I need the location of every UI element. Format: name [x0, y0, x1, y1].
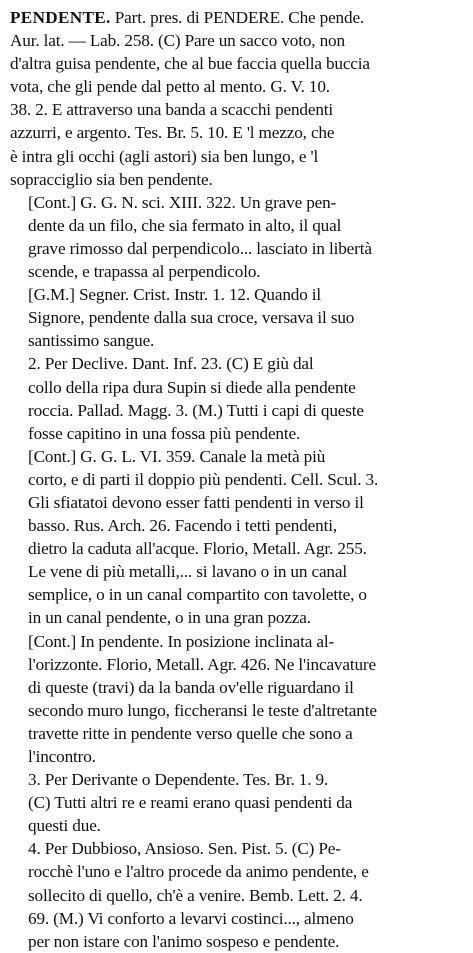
text-line: basso. Rus. Arch. 26. Facendo i tetti pendenti, — [28, 516, 337, 536]
text-line: azzurri, e argento. Tes. Br. 5. 10. E 'l mezzo, che — [10, 123, 335, 143]
text-line: di queste (travi) da la banda ov'elle riguardano il — [28, 677, 354, 697]
text-line: corto, e di parti il doppio più pendenti. Cell. Scul. 3. — [28, 469, 379, 489]
text-line: grave rimosso dal perpendicolo... lasciato in libertà — [28, 238, 372, 258]
text-line: 3. Per Derivante o Dependente. Tes. Br. 1. 9. — [28, 770, 329, 790]
text-line: collo della ripa dura Supin si diede alla pendente — [28, 377, 356, 397]
text-line: roccia. Pallad. Magg. 3. (M.) Tutti i capi di queste — [28, 400, 364, 420]
text-line: dente da un filo, che sia fermato in alto, il qual — [28, 215, 342, 235]
text-line: scende, e trapassa al perpendicolo. — [28, 262, 261, 282]
text-line: in un canal pendente, o in una gran pozza. — [28, 608, 311, 628]
text-line: è intra gli occhi (agli astori) sia ben lungo, e 'l — [10, 146, 319, 166]
text-line: l'orizzonte. Florio, Metall. Agr. 426. Ne l'incavature — [28, 654, 376, 674]
sense-paragraph — [10, 837, 465, 952]
text-line: rocchè l'uno e l'altro procede da animo pendente, e — [28, 862, 369, 882]
text-line: 2. Per Declive. Dant. Inf. 23. (C) E giù dal — [28, 354, 314, 374]
text-line: PENDENTE. Part. pres. di PENDERE. Che pende. — [10, 8, 365, 27]
text-line: 38. 2. E attraverso una banda a scacchi pendenti — [10, 100, 334, 120]
text-line: d'altra guisa pendente, che al bue faccia quella buccia — [10, 54, 370, 74]
citation-paragraph — [10, 445, 465, 630]
sense-paragraph — [10, 768, 465, 837]
text-line: Gli sfiatatoi devono esser fatti pendenti in verso il — [28, 492, 364, 512]
text-line: 4. Per Dubbioso, Ansioso. Sen. Pist. 5. (C) Pe- — [28, 839, 341, 859]
text-line: per non istare con l'animo sospeso e pendente. — [28, 931, 340, 951]
text-line: [G.M.] Segner. Crist. Instr. 1. 12. Quando il — [28, 285, 322, 305]
text-line: [Cont.] G. G. N. sci. XIII. 322. Un grave pen- — [28, 192, 337, 212]
text-line: sollecito di quello, ch'è a venire. Bemb. Lett. 2. 4. — [28, 885, 363, 905]
text-line: Le vene di più metalli,... si lavano o in un canal — [28, 562, 347, 582]
text-line: 69. (M.) Vi conforto a levarvi costinci..., almeno — [28, 908, 354, 928]
headword: PENDENTE. — [10, 8, 111, 27]
text-line: vota, che gli pende dal petto al mento. G. V. 10. — [10, 77, 330, 97]
sense-paragraph — [10, 352, 465, 444]
text-line: santissimo sangue. — [28, 331, 155, 351]
text-line: sopracciglio sia ben pendente. — [10, 169, 213, 189]
text-line: (C) Tutti altri re e reami erano quasi pendenti da — [28, 793, 353, 813]
text-line: travette ritte in pendente verso quelle che sono a — [28, 723, 353, 743]
citation-paragraph — [10, 630, 465, 769]
text-line: fosse capitino in una fossa più pendente. — [28, 423, 301, 443]
citation-paragraph — [10, 191, 465, 283]
citation-paragraph — [10, 283, 465, 352]
text-line: Signore, pendente dalla sua croce, versava il suo — [28, 308, 355, 328]
definition-paragraph — [10, 6, 465, 191]
text-line: questi due. — [28, 816, 101, 836]
text-line: semplice, o in un canal compartito con tavolette, o — [28, 585, 367, 605]
text-line: secondo muro lungo, ficcheransi le teste d'altretante — [28, 700, 377, 720]
dictionary-entry — [10, 6, 465, 953]
text-line: [Cont.] In pendente. In posizione inclinata al- — [28, 631, 335, 651]
text-line: dietro la caduta all'acque. Florio, Metall. Agr. 255. — [28, 539, 367, 559]
text-line: Aur. lat. — Lab. 258. (C) Pare un sacco voto, non — [10, 31, 345, 51]
text-line: l'incontro. — [28, 747, 96, 766]
text-line: [Cont.] G. G. L. VI. 359. Canale la metà più — [28, 446, 326, 466]
